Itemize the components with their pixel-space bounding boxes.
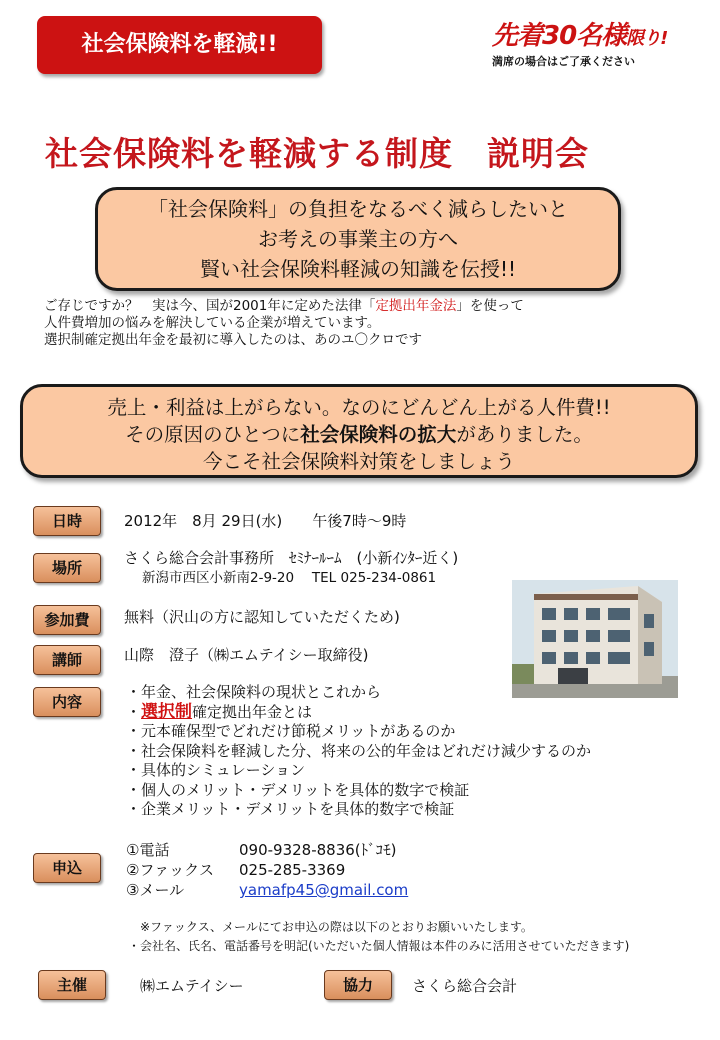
apply-mail-label: ③メール <box>126 881 185 899</box>
place-label: 場所 <box>33 553 101 583</box>
apply-note-1: ※ファックス、メールにてお申込の際は以下のとおりお願いいたします。 <box>140 920 533 934</box>
content-label: 内容 <box>33 687 101 717</box>
content-item-1: ・年金、社会保険料の現状とこれから <box>126 683 382 701</box>
office-building-photo <box>512 580 678 698</box>
date-value: 2012年 8月 29日(水) 午後7時～9時 <box>124 512 407 530</box>
limited-seats-notice <box>492 20 707 69</box>
intro-line1-b: 」を使って <box>456 298 524 314</box>
content-item-7: ・企業メリット・デメリットを具体的数字で検証 <box>126 800 455 818</box>
fee-label: 参加費 <box>33 605 101 635</box>
cooperation-label: 協力 <box>324 970 392 1000</box>
header-banner: 社会保険料を軽減!! <box>37 16 322 74</box>
content-list <box>126 683 591 820</box>
content-item-3: ・元本確保型でどれだけ節税メリットがあるのか <box>126 722 456 740</box>
limit-sub: 満席の場合はご了承ください <box>492 55 635 68</box>
apply-phone: 090-9328-8836(ﾄﾞｺﾓ) <box>239 841 397 859</box>
organizer-label: 主催 <box>38 970 106 1000</box>
target-line-3: 賢い社会保険料軽減の知識を伝授!! <box>199 257 517 281</box>
place-value-1: さくら総合会計事務所 ｾﾐﾅｰﾙｰﾑ (小新ｲﾝﾀｰ近く) <box>124 549 459 567</box>
intro-line2: 人件費増加の悩みを解決している企業が増えています。 <box>44 315 381 331</box>
lecturer-label: 講師 <box>33 645 101 675</box>
content-item-5: ・具体的シミュレーション <box>126 761 306 779</box>
problem-box <box>20 384 698 478</box>
content-item-4: ・社会保険料を軽減した分、将来の公的年金はどれだけ減少するのか <box>126 741 592 760</box>
fee-value: 無料（沢山の方に認知していただくため) <box>124 608 400 626</box>
intro-line3: 選択制確定拠出年金を最初に導入したのは、あのユ〇クロです <box>44 332 422 348</box>
problem-line-3: 今こそ社会保険料対策をしましょう <box>202 450 515 473</box>
apply-email-link[interactable]: yamafp45@gmail.com <box>239 881 409 899</box>
limit-suffix: 限り! <box>626 28 668 49</box>
page-title: 社会保険料を軽減する制度 説明会 <box>45 134 589 173</box>
content-item-2 <box>126 703 591 723</box>
target-box <box>95 187 621 291</box>
date-label: 日時 <box>33 506 101 536</box>
intro-text <box>44 298 644 349</box>
intro-line1-a: ご存じですか？ 実は今、国が2001年に定めた法律「 <box>44 298 376 314</box>
problem-line-2a: その原因のひとつに <box>125 423 301 446</box>
limit-main: 先着30名様 <box>492 21 627 51</box>
content-item-2-prefix: ・ <box>126 702 142 721</box>
problem-line-1: 売上・利益は上がらない。なのにどんどん上がる人件費!! <box>107 396 611 419</box>
content-item-6: ・個人のメリット・デメリットを具体的数字で検証 <box>126 780 470 799</box>
content-item-2-red: 選択制 <box>141 701 193 722</box>
organizer-value: ㈱エムテイシー <box>140 977 244 995</box>
content-item-2-text: 確定拠出年金とは <box>192 702 313 721</box>
apply-label: 申込 <box>33 853 101 883</box>
intro-line1-red: 定拠出年金法 <box>375 298 457 314</box>
apply-phone-label: ①電話 <box>126 841 170 859</box>
apply-fax: 025-285-3369 <box>239 861 346 879</box>
apply-fax-label: ②ファックス <box>126 861 214 879</box>
place-value-2: 新潟市西区小新南2-9-20 TEL 025-234-0861 <box>142 570 437 586</box>
lecturer-value: 山際 澄子（㈱エムテイシー取締役) <box>124 646 369 664</box>
target-line-1: 「社会保険料」の負担をなるべく減らしたいと <box>148 197 568 221</box>
target-line-2: お考えの事業主の方へ <box>258 227 458 251</box>
problem-line-2c: がありました。 <box>456 423 593 446</box>
cooperation-value: さくら総合会計 <box>412 977 518 995</box>
problem-line-2b: 社会保険料の拡大 <box>300 423 457 446</box>
apply-note-2: ・会社名、氏名、電話番号を明記(いただいた個人情報は本件のみに活用させていただきます) <box>128 939 630 953</box>
